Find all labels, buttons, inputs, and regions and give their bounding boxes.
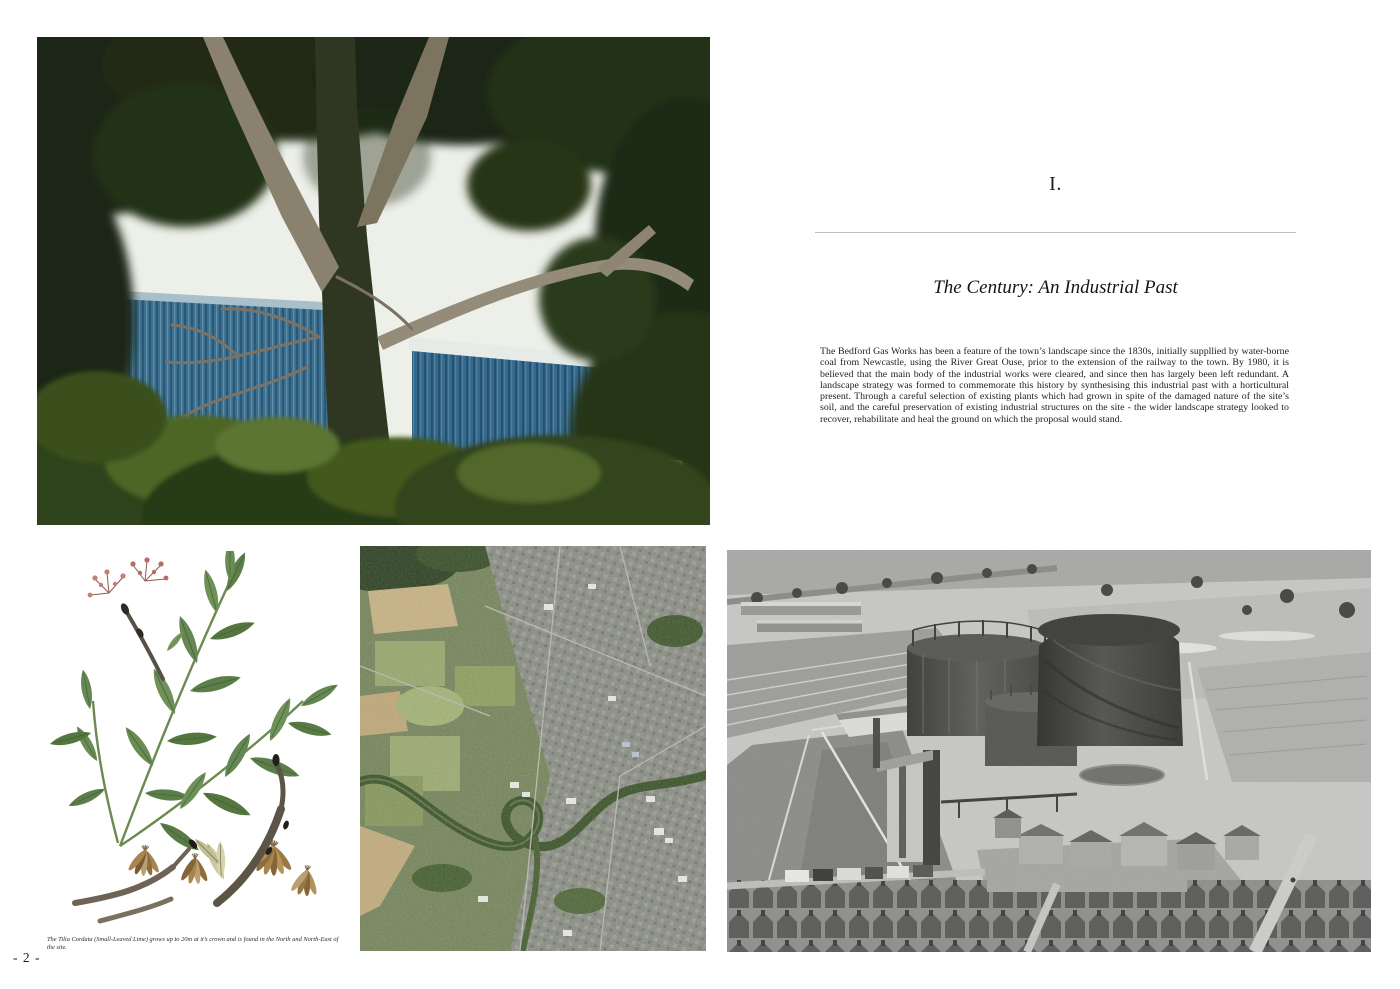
photo-grain	[727, 550, 1371, 952]
site-photo-illustration	[37, 37, 710, 525]
botanical-caption: The Tilia Cordata (Small-Leaved Lime) grows up to 20m at it’s crown and is found in the North and North-East of the site.	[47, 936, 339, 951]
section-numeral: I.	[1049, 173, 1062, 195]
map-texture	[360, 546, 706, 951]
satellite-map-illustration	[360, 546, 706, 951]
page-number: - 2 -	[13, 950, 41, 965]
section-title: The Century: An Industrial Past	[933, 277, 1178, 298]
figure-botanical-illustration	[45, 551, 341, 929]
gasworks-photo-illustration	[727, 550, 1371, 952]
divider-rule	[815, 232, 1296, 233]
tilia-cordata-illustration	[45, 551, 341, 929]
figure-satellite-aerial-map	[360, 546, 706, 951]
figure-historic-gasworks-photo	[727, 550, 1371, 952]
section-body-text: The Bedford Gas Works has been a feature of the town’s landscape since the 1830s, initially suppllied by water-borne coal from Newcastle, using the River Great Ouse, prior to the extension of the railway to the town. By 1980, it is believed that the main body of the industrial works were cleared, and since then has largely been left redundant. A landscape strategy was formed to commemorate this history by synthesising this industrial past with a horticultural present. Through a careful selection of existing plants which had grown in spite of the damaged nature of the site’s soil, and the careful preservation of existing industrial structures on the site - the wider landscape strategy looked to recover, rehabilitate and heal the ground on which the proposal would stand.	[820, 346, 1289, 425]
figure-site-photo-trees-blue-shed	[37, 37, 710, 525]
